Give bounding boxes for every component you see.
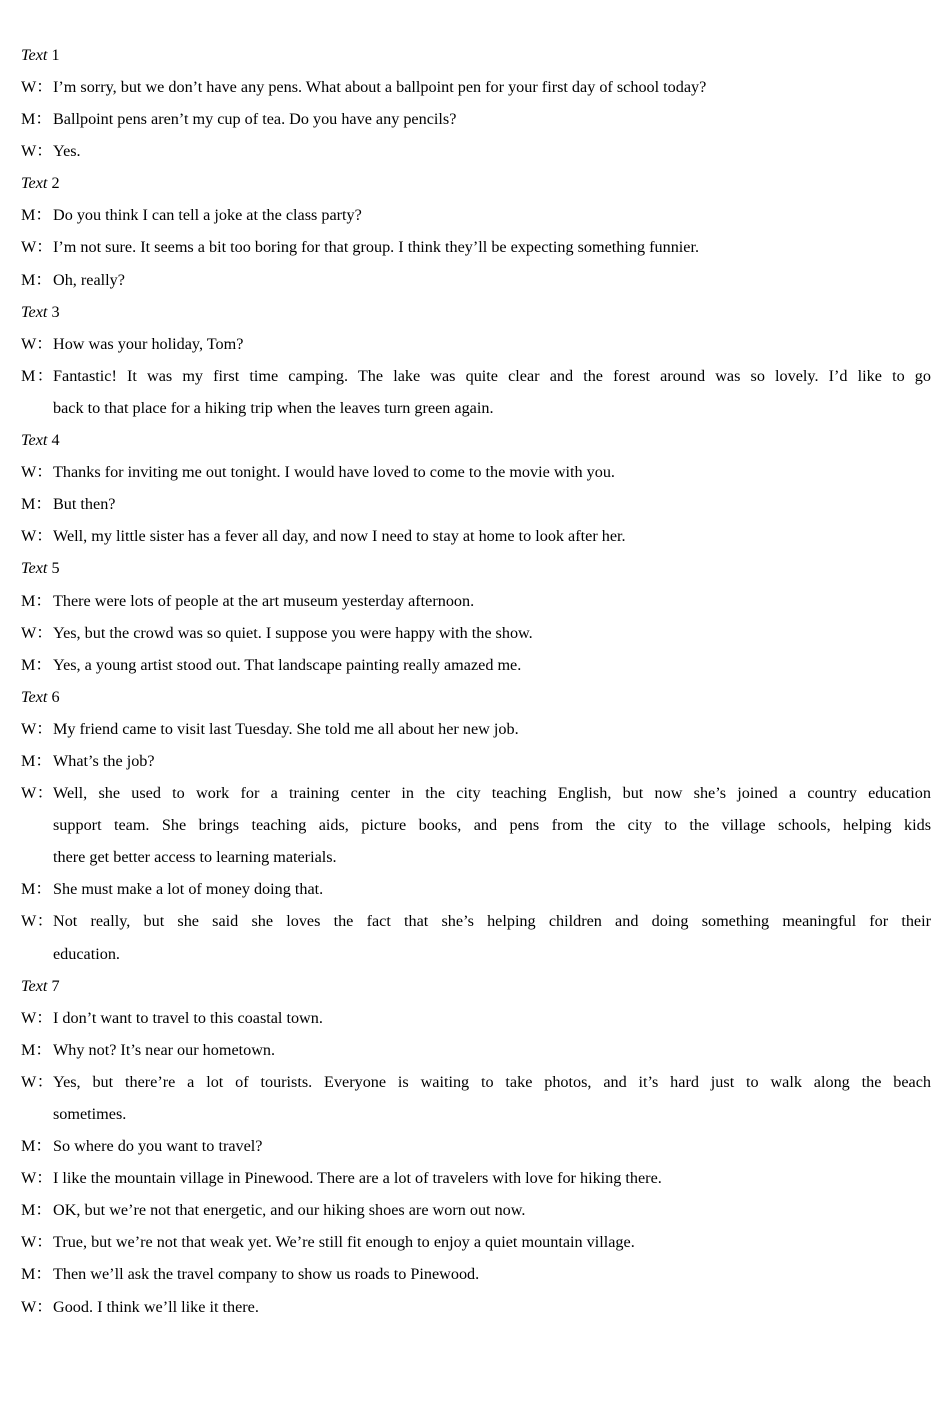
section-heading-text-4: Text 4 (21, 431, 60, 450)
dialogue-line-continuation: sometimes. (53, 1105, 127, 1123)
dialogue-line: W： Yes, but the crowd was so quiet. I suppose you were happy with the show. (21, 623, 533, 642)
dialogue-line: W： I like the mountain village in Pinewood. There are a lot of travelers with love for hiking there. (21, 1169, 662, 1188)
dialogue-line: M： Why not? It’s near our hometown. (21, 1040, 276, 1059)
dialogue-line: W： Yes. (21, 142, 81, 161)
dialogue-line: W： Not really, but she said she loves the fact that she’s helping children and doing something meaningful for their (21, 912, 931, 931)
dialogue-line: W： Well, my little sister has a fever all day, and now I need to stay at home to look after her. (21, 527, 626, 546)
dialogue-line: W： Well, she used to work for a training center in the city teaching English, but now she’s joined a country education (21, 784, 931, 803)
dialogue-line: W： My friend came to visit last Tuesday. She told me all about her new job. (21, 719, 519, 738)
section-heading-text-3: Text 3 (21, 302, 60, 321)
dialogue-line: W： I don’t want to travel to this coastal town. (21, 1008, 323, 1027)
dialogue-line: M： Do you think I can tell a joke at the class party? (21, 206, 362, 225)
section-heading-text-5: Text 5 (21, 559, 60, 578)
dialogue-line: W： I’m sorry, but we don’t have any pens. What about a ballpoint pen for your first day of school today? (21, 78, 707, 96)
dialogue-line: M： Ballpoint pens aren’t my cup of tea. Do you have any pencils? (21, 110, 457, 129)
dialogue-line: M： Then we’ll ask the travel company to show us roads to Pinewood. (21, 1265, 480, 1284)
section-heading-text-7: Text 7 (21, 976, 60, 995)
dialogue-line: M： What’s the job? (21, 751, 155, 770)
transcript-document (21, 47, 931, 1323)
dialogue-line: W： Good. I think we’ll like it there. (21, 1297, 259, 1316)
dialogue-line: W： How was your holiday, Tom? (21, 334, 244, 353)
dialogue-line: W： I’m not sure. It seems a bit too boring for that group. I think they’ll be expecting something funnier. (21, 238, 700, 257)
dialogue-line-continuation: back to that place for a hiking trip when the leaves turn green again. (53, 398, 494, 417)
section-heading-text-2: Text 2 (21, 174, 60, 193)
dialogue-line: M： There were lots of people at the art museum yesterday afternoon. (21, 591, 475, 610)
dialogue-line: M： Fantastic! It was my first time camping. The lake was quite clear and the forest around was so lovely. I’d like to go (21, 366, 931, 385)
dialogue-line: M： So where do you want to travel? (21, 1137, 263, 1156)
dialogue-line: M： Oh, really? (21, 270, 125, 289)
section-heading-text-1: Text 1 (21, 47, 60, 64)
dialogue-line-continuation: education. (53, 944, 120, 963)
dialogue-line: W： Thanks for inviting me out tonight. I would have loved to come to the movie with you. (21, 463, 615, 482)
dialogue-line: W： True, but we’re not that weak yet. We’re still fit enough to enjoy a quiet mountain village. (21, 1233, 635, 1252)
dialogue-line: M： But then? (21, 495, 116, 514)
dialogue-line: W： Yes, but there’re a lot of tourists. Everyone is waiting to take photos, and it’s hard just to walk along the beach (21, 1072, 931, 1091)
dialogue-line-continuation: there get better access to learning materials. (53, 848, 337, 867)
section-heading-text-6: Text 6 (21, 687, 60, 706)
dialogue-line-continuation: support team. She brings teaching aids, picture books, and pens from the city to the village schools, helping kids (53, 816, 931, 835)
dialogue-line: M： Yes, a young artist stood out. That landscape painting really amazed me. (21, 655, 522, 674)
dialogue-line: M： OK, but we’re not that energetic, and our hiking shoes are worn out now. (21, 1201, 526, 1220)
dialogue-line: M： She must make a lot of money doing that. (21, 880, 324, 899)
